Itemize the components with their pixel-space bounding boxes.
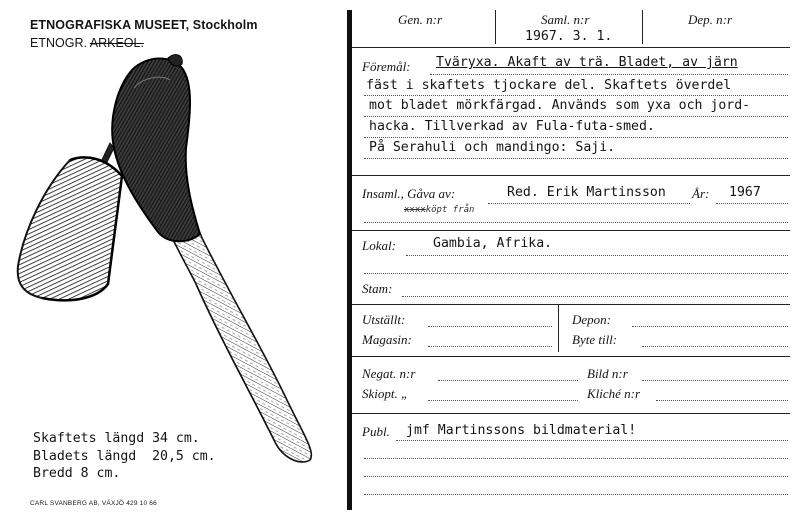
axe-head-knob (112, 55, 200, 242)
insaml-label: Insaml., Gåva av: (362, 186, 456, 201)
writing-line (364, 222, 788, 223)
insaml-note: köpt från (425, 205, 475, 215)
utstallt-label: Utställt: (362, 312, 406, 327)
writing-line (364, 494, 788, 495)
lokal-value: Gambia, Afrika. (433, 236, 553, 251)
axe-blade (18, 143, 122, 300)
measurement-width: Bredd 8 cm. (33, 466, 121, 481)
skiopt-label: Skiopt. „ (362, 386, 409, 401)
gen-nr-label: Gen. n:r (398, 12, 443, 27)
publ-label: Publ. (362, 424, 390, 439)
measurement-shaft-length: Skaftets längd 34 cm. (33, 431, 200, 446)
writing-line (402, 296, 788, 297)
writing-line (488, 203, 690, 204)
stam-label: Stam: (362, 281, 393, 296)
writing-line (364, 158, 788, 159)
printer-imprint: CARL SVANBERG AB, VÄXJÖ 429 10 66 (30, 500, 157, 507)
section-rule (352, 413, 790, 414)
saml-nr-label: Saml. n:r (541, 12, 590, 27)
writing-line (438, 380, 578, 381)
negat-label: Negat. n:r (362, 366, 416, 381)
axe-shaft (158, 208, 311, 462)
writing-line (642, 380, 788, 381)
writing-line (642, 346, 788, 347)
writing-line (632, 326, 788, 327)
kliche-label: Kliché n:r (587, 386, 641, 401)
lokal-label: Lokal: (362, 238, 396, 253)
measurements-block (33, 430, 216, 483)
writing-line (656, 400, 788, 401)
foremal-line-2: fäst i skaftets tjockare del. Skaftets överdel (366, 78, 732, 93)
writing-line (364, 476, 788, 477)
divider (495, 10, 496, 44)
magasin-label: Magasin: (362, 332, 412, 347)
writing-line (428, 400, 578, 401)
writing-line (406, 255, 788, 256)
writing-line (364, 273, 788, 274)
section-rule (352, 304, 790, 305)
foremal-line-3: mot bladet mörkfärgad. Används som yxa och jord- (369, 98, 751, 113)
measurement-blade-length: Bladets längd 20,5 cm. (33, 448, 216, 464)
ar-label: År: (692, 186, 710, 201)
divider (558, 304, 559, 352)
foremal-line-4: hacka. Tillverkad av Fula-futa-smed. (369, 119, 655, 134)
writing-line (364, 458, 788, 459)
section-rule (352, 230, 790, 231)
insaml-value: Red. Erik Martinsson (507, 185, 666, 200)
section-rule (352, 175, 790, 176)
writing-line (428, 326, 552, 327)
insaml-handwritten-note: xxxxköpt från (404, 205, 475, 215)
byte-label: Byte till: (572, 332, 618, 347)
writing-line (428, 346, 552, 347)
writing-line (364, 116, 788, 117)
writing-line (716, 203, 788, 204)
section-rule (352, 47, 790, 48)
writing-line (364, 95, 788, 96)
bild-label: Bild n:r (587, 366, 628, 381)
writing-line (364, 137, 788, 138)
card-left-border (347, 10, 352, 510)
department-prefix: ETNOGR. (30, 36, 87, 50)
saml-nr-value: 1967. 3. 1. (525, 29, 613, 44)
depon-label: Depon: (572, 312, 611, 327)
museum-name: ETNOGRAFISKA MUSEET, Stockholm (30, 18, 258, 32)
ar-value: 1967 (729, 185, 761, 200)
foremal-line-1: Tväryxa. Akaft av trä. Bladet, av järn (436, 55, 738, 70)
foremal-line-5: På Serahuli och mandingo: Saji. (369, 140, 616, 155)
writing-line (396, 440, 788, 441)
publ-value: jmf Martinssons bildmaterial! (406, 423, 637, 438)
dep-nr-label: Dep. n:r (688, 12, 733, 27)
axe-drawing (10, 48, 350, 468)
writing-line (430, 74, 788, 75)
department-struck: ARKEOL. (89, 36, 144, 50)
divider (642, 10, 643, 44)
section-rule (352, 356, 790, 357)
foremal-label: Föremål: (362, 59, 411, 74)
